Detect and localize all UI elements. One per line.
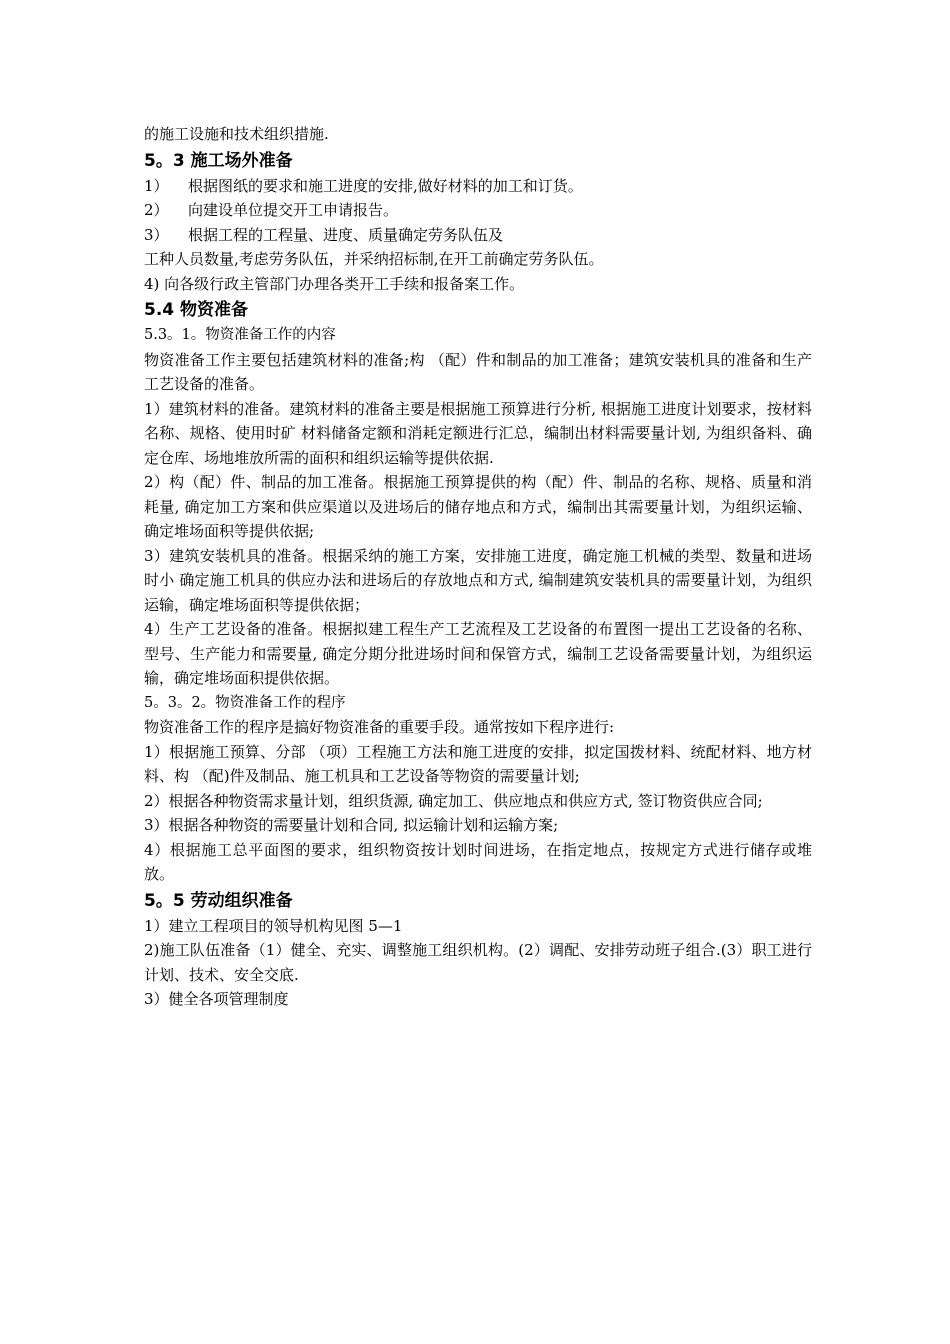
section-5-3-item-2 xyxy=(144,198,812,223)
materials-overview-paragraph: 物资准备工作主要包括建筑材料的准备;构 （配）件和制品的加工准备；建筑安装机具的准备和生产工艺设备的准备。 xyxy=(144,350,812,393)
machinery-paragraph: 3）建筑安装机具的准备。根据采纳的施工方案，安排施工进度，确定施工机械的类型、数量和进场时小 确定施工机具的供应办法和进场后的存放地点和方式, 编制建筑安装机具的需要量计划，为组织运输，确定堆场面积等提供依据； xyxy=(144,546,812,614)
section-5-3-heading: 5。3 施工场外准备 xyxy=(144,150,293,171)
item-number: 2） xyxy=(144,201,169,219)
procedure-step-3: 3）根据各种物资的需要量计划和合同, 拟运输计划和运输方案; xyxy=(144,816,559,834)
item-text: 向建设单位提交开工申请报告。 xyxy=(188,201,399,219)
intro-line: 的施工设施和技术组织措施. xyxy=(144,125,329,143)
procedure-intro-paragraph: 物资准备工作的程序是搞好物资准备的重要手段。通常按如下程序进行: xyxy=(144,718,615,736)
section-5-3-item-1 xyxy=(144,174,812,199)
subsection-5-3-1-title: 5.3。1。物资准备工作的内容 xyxy=(144,327,336,343)
subsection-5-3-2-title: 5。3。2。物资准备工作的程序 xyxy=(144,694,346,711)
item-text: 根据图纸的要求和施工进度的安排,做好材料的加工和订货。 xyxy=(188,176,583,195)
item-text: 根据工程的工程量、进度、质量确定劳务队伍及 xyxy=(188,225,504,244)
labor-item-2: 2)施工队伍准备（1）健全、充实、调整施工组织机构。(2）调配、安排劳动班子组合.(3）职工进行计划、技术、安全交底. xyxy=(144,941,812,984)
components-paragraph: 2）构（配）件、制品的加工准备。根据施工预算提供的构（配）件、制品的名称、规格、质量和消耗量, 确定加工方案和供应渠道以及进场后的储存地点和方式，编制出其需要量计划，为组织运输、确定堆场面积等提供依据; xyxy=(144,473,812,540)
section-5-5-heading: 5。5 劳动组织准备 xyxy=(144,890,293,911)
procedure-step-1: 1）根据施工预算、分部 （项）工程施工方法和施工进度的安排，拟定国拨材料、统配材料、地方材料、构 （配)件及制品、施工机具和工艺设备等物资的需要量计划; xyxy=(144,742,812,785)
procedure-step-2: 2）根据各种物资需求量计划，组织货源, 确定加工、供应地点和供应方式, 签订物资供应合同; xyxy=(144,791,763,810)
section-5-4-heading: 5.4 物资准备 xyxy=(144,300,249,320)
labor-item-1: 1）建立工程项目的领导机构见图 5—1 xyxy=(144,916,403,935)
section-5-3-item-4: 4) 向各级行政主管部门办理各类开工手续和报备案工作。 xyxy=(144,274,525,293)
section-5-3-continuation: 工种人员数量,考虑劳务队伍，并采纳招标制,在开工前确定劳务队伍。 xyxy=(144,250,604,268)
procedure-step-4: 4）根据施工总平面图的要求，组织物资按计划时间进场，在指定地点，按规定方式进行储存或堆放。 xyxy=(144,840,812,883)
building-materials-paragraph: 1）建筑材料的准备。建筑材料的准备主要是根据施工预算进行分析, 根据施工进度计划要求，按材料名称、规格、使用时矿 材料储备定额和消耗定额进行汇总，编制出材料需要量计划, 为组织备料、确定仓库、场地堆放所需的面积和组织运输等提供依据. xyxy=(144,399,812,467)
process-equipment-paragraph: 4）生产工艺设备的准备。根据拟建工程生产工艺流程及工艺设备的布置图一提出工艺设备的名称、型号、生产能力和需要量, 确定分期分批进场时间和保管方式，编制工艺设备需要量计划，为组织运输，确定堆场面积提供依据。 xyxy=(144,620,812,687)
item-number: 3） xyxy=(144,225,169,244)
item-number: 1） xyxy=(144,176,169,195)
labor-item-3: 3）健全各项管理制度 xyxy=(144,990,289,1008)
section-5-3-item-3 xyxy=(144,223,812,248)
